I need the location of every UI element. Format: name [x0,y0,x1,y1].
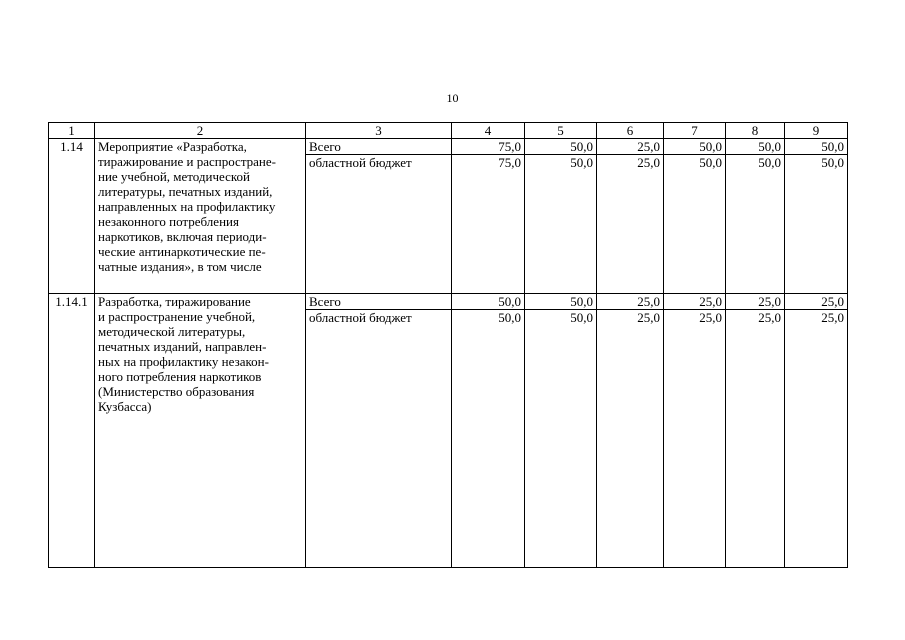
description-line: незаконного потребления [98,214,239,229]
header-row [49,123,848,139]
value-cell: 50,0 [452,294,525,310]
value-cell: 25,0 [664,310,726,568]
value-cell: 75,0 [452,155,525,294]
budget-table [48,122,848,568]
value-cell: 25,0 [785,294,848,310]
page-number: 10 [446,91,459,105]
value-cell: 50,0 [525,294,597,310]
source-label: Всего [306,139,452,155]
description-line: ческие антинаркотические пе- [98,244,266,259]
description-line: ного потребления наркотиков [98,369,262,384]
value-cell: 50,0 [664,155,726,294]
value-cell: 50,0 [525,155,597,294]
header-cell: 9 [785,123,848,139]
value-cell: 50,0 [664,139,726,155]
row-description [95,139,306,294]
value-cell: 25,0 [726,294,785,310]
description-line: ных на профилактику незакон- [98,354,269,369]
value-cell: 50,0 [726,155,785,294]
description-line: Кузбасса) [98,399,152,414]
value-cell: 50,0 [452,310,525,568]
value-cell: 75,0 [452,139,525,155]
header-cell: 3 [306,123,452,139]
description-line: Разработка, тиражирование [98,294,251,309]
description-line: и распространение учебной, [98,309,256,324]
value-cell: 25,0 [664,294,726,310]
value-cell: 50,0 [785,155,848,294]
description-line: печатных изданий, направлен- [98,339,267,354]
source-label: областной бюджет [306,155,452,294]
header-cell: 1 [49,123,95,139]
value-cell: 25,0 [597,139,664,155]
header-cell: 6 [597,123,664,139]
description-line: тиражирование и распростране- [98,154,276,169]
description-line: Мероприятие «Разработка, [98,139,247,154]
header-cell: 7 [664,123,726,139]
value-cell: 25,0 [597,294,664,310]
description-line: наркотиков, включая периоди- [98,229,267,244]
table-row [49,139,848,155]
value-cell: 25,0 [597,310,664,568]
description-line: ние учебной, методической [98,169,250,184]
source-label: Всего [306,294,452,310]
value-cell: 50,0 [525,139,597,155]
description-line: методической литературы, [98,324,246,339]
description-line: литературы, печатных изданий, [98,184,273,199]
row-description [95,294,306,568]
value-cell: 50,0 [726,139,785,155]
header-cell: 8 [726,123,785,139]
header-cell: 4 [452,123,525,139]
description-line: направленных на профилактику [98,199,276,214]
value-cell: 25,0 [726,310,785,568]
description-line: (Министерство образования [98,384,255,399]
header-cell: 2 [95,123,306,139]
value-cell: 50,0 [525,310,597,568]
source-label: областной бюджет [306,310,452,568]
value-cell: 50,0 [785,139,848,155]
table-row [49,294,848,310]
header-cell: 5 [525,123,597,139]
row-code: 1.14.1 [49,294,95,568]
description-line: чатные издания», в том числе [98,259,262,274]
value-cell: 25,0 [785,310,848,568]
row-code: 1.14 [49,139,95,294]
value-cell: 25,0 [597,155,664,294]
